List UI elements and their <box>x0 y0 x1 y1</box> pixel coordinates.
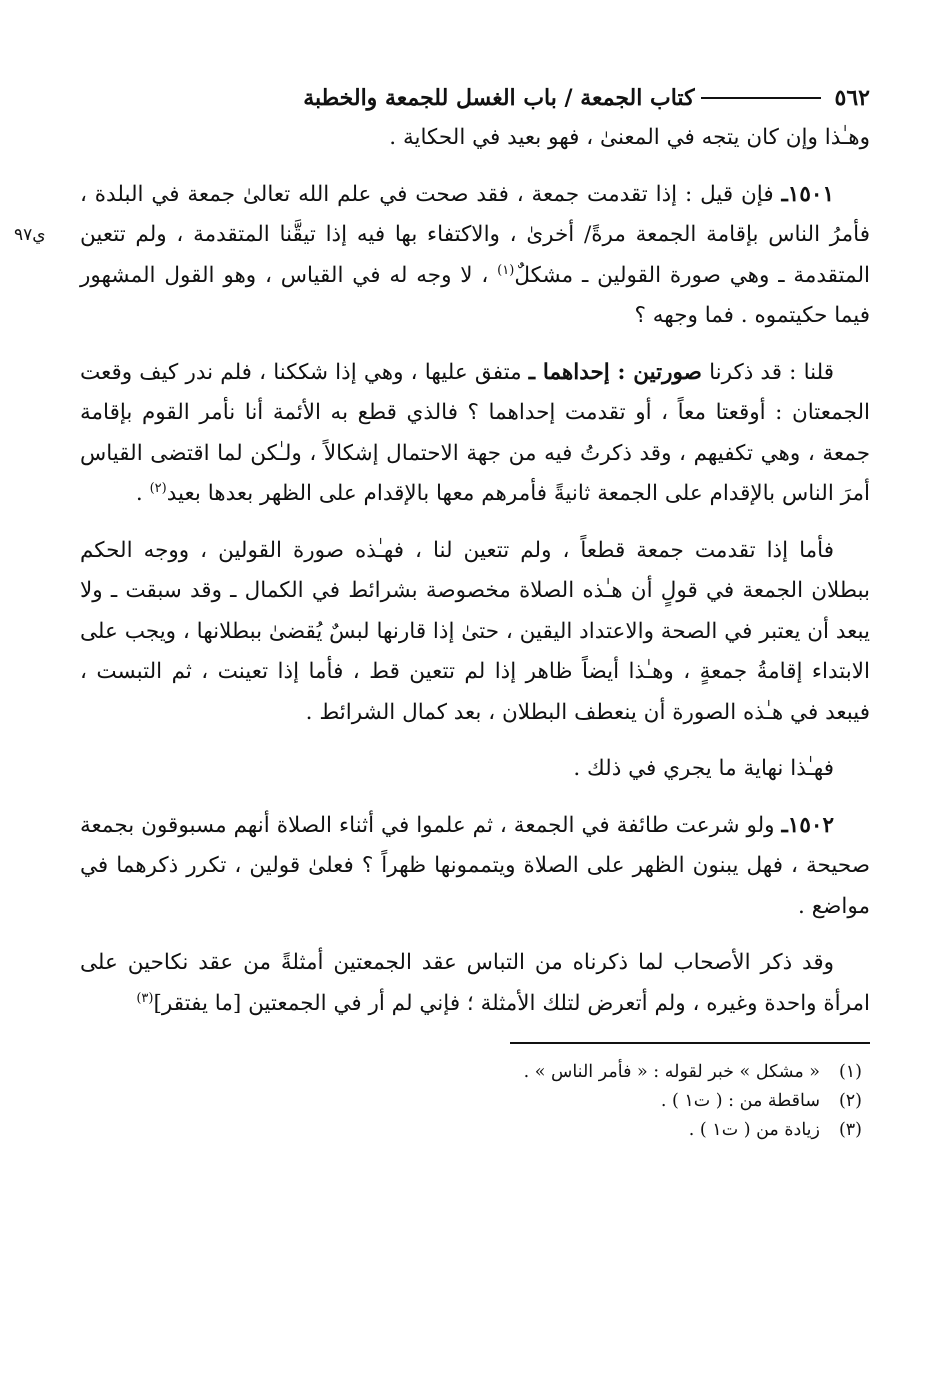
issue-number: ١٥٠١ـ <box>781 181 834 207</box>
footnote-ref: (٣) <box>136 990 154 1006</box>
footnotes <box>80 1058 870 1145</box>
footnote-ref: (١) <box>497 262 515 278</box>
manuscript-marker: ي٩٧ <box>14 224 46 245</box>
paragraph-text: متفق عليها ، وهي إذا شككنا ، فلم ندر كيف وقعت الجمعتان : أوقعتا معاً ، أو تقدمت إحداهما ؟ فالذي قطع به الأئمة أنا نأمر القوم بإقامة جمعة ، وهي تكفيهم ، وقد ذكرتُ فيه من جهة الاحتمال إشكالاً ، ولـٰكن لما اقتضى القياس أمرَ الناس بالإقدام على الجمعة ثانيةً فأمرهم معها بالإقدام على الظهر بعدها بعيد <box>80 359 870 506</box>
paragraph-issue-1501 <box>14 175 870 337</box>
paragraph-text: قلنا : قد ذكرنا <box>701 359 834 385</box>
paragraph-answer <box>80 353 870 515</box>
footnote-item <box>80 1058 862 1087</box>
footnote-number: (٢) <box>838 1091 862 1111</box>
paragraph-text: وهـٰذا وإن كان يتجه في المعنىٰ ، فهو بعيد في الحكاية . <box>389 125 870 150</box>
footnote-item <box>80 1116 862 1145</box>
paragraph-text: فأما إذا تقدمت جمعة قطعاً ، ولم تتعين لنا ، فهـٰذه صورة القولين ، ووجه الحكم ببطلان الجمعة في قولٍ أن هـٰذه الصلاة مخصوصة بشرائط في الكمال ـ وقد سبقت ـ ولا يبعد أن يعتبر في الصحة والاعتداد اليقين ، حتىٰ إذا قارنها لبسٌ يُقضىٰ ببطلانها ، ويجب على الابتداء إقامةُ جمعةٍ ، وهـٰذا أيضاً ظاهر إذا لم تتعين قط ، فأما إذا تعينت ، ثم التبست ، فيبعد في هـٰذه الصورة أن ينعطف البطلان ، بعد كمال الشرائط . <box>80 537 870 725</box>
footnote-text: « مشكل » خبر لقوله : « فأمر الناس » . <box>523 1062 820 1082</box>
footnote-number: (٣) <box>838 1120 862 1140</box>
paragraph-text: . <box>135 481 150 506</box>
body-text <box>14 118 870 1024</box>
footnote-text: ساقطة من : ( ت١ ) . <box>660 1091 820 1111</box>
page-header <box>80 78 870 118</box>
bold-phrase: صورتين : إحداهما ـ <box>528 359 702 385</box>
paragraph-text: فإن قيل : إذا تقدمت جمعة ، فقد صحت في علم الله تعالىٰ جمعة في البلدة ، فأمرُ الناس بإقامة الجمعة مرةً/ أخرىٰ ، والاكتفاء بها فيه إذا تيقَّنا المتقدمة ، ولم تتعين المتقدمة ـ وهي صورة القولين ـ مشكلٌ <box>80 181 870 288</box>
paragraph-discussion <box>80 531 870 734</box>
paragraph-conclusion <box>80 749 870 790</box>
running-title: كتاب الجمعة / باب الغسل للجمعة والخطبة <box>303 85 695 111</box>
header-rule <box>701 97 821 99</box>
footnote-number: (١) <box>838 1062 862 1082</box>
paragraph-issue-1502 <box>80 806 870 928</box>
footnote-ref: (٢) <box>149 480 167 496</box>
paragraph-examples <box>80 943 870 1024</box>
footnote-item <box>80 1087 862 1116</box>
paragraph-text: وقد ذكر الأصحاب لما ذكرناه من التباس عقد الجمعتين أمثلةً من عقد نكاحين على امرأة واحدة وغيره ، ولم أتعرض لتلك الأمثلة ؛ فإني لم أر في الجمعتين [ما يفتقر] <box>80 950 870 1016</box>
paragraph-intro <box>80 118 870 159</box>
paragraph-text: ، لا وجه له في القياس ، وهو القول المشهور فيما حكيتموه . فما وجهه ؟ <box>80 262 870 328</box>
paragraph-text: ولو شرعت طائفة في الجمعة ، ثم علموا في أثناء الصلاة أنهم مسبوقون بجمعة صحيحة ، فهل يبنون الظهر على الصلاة ويتممونها ظهراً ؟ فعلىٰ قولين ، تكرر ذكرهما في مواضع . <box>80 812 870 919</box>
paragraph-text: فهـٰذا نهاية ما يجري في ذلك . <box>573 756 834 781</box>
footnote-separator <box>510 1042 870 1044</box>
book-page <box>14 78 870 1145</box>
page-number: ٥٦٢ <box>834 85 870 111</box>
issue-number: ١٥٠٢ـ <box>781 812 834 838</box>
footnote-text: زيادة من ( ت١ ) . <box>688 1120 820 1140</box>
